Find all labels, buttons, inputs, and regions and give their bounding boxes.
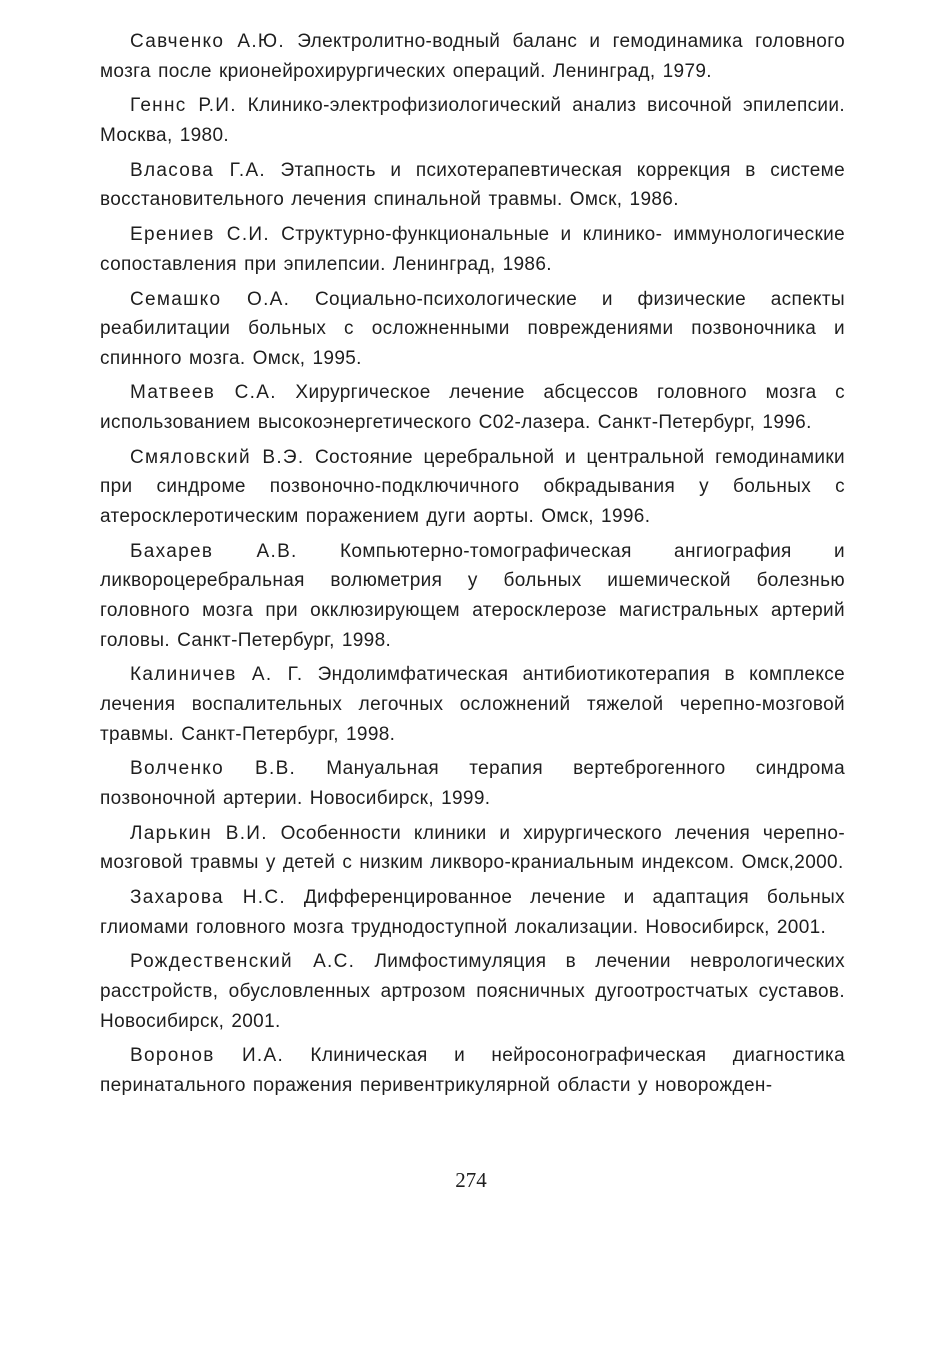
reference-author: Геннс Р.И. [130, 95, 237, 117]
reference-text: Компьютерно-томографическая ангиография и ликвороцеребральная волюметрия у больных ишемической болезнью головного мозга при окклюзирующем атеросклерозе магистральных артерий головы. Санкт-Петербург, 1998. [100, 540, 845, 651]
reference-text: Хирургическое лечение абсцессов головного мозга с использованием высокоэнергетического С02-лазера. Санкт-Петербург, 1996. [100, 382, 845, 434]
reference-author: Власова Г.А. [130, 159, 267, 181]
reference-list [100, 27, 845, 1106]
reference-author: Захарова Н.С. [130, 887, 286, 909]
reference-text: Дифференцированное лечение и адаптация больных глиомами головного мозга труднодоступной локализации. Новосибирск, 2001. [100, 887, 845, 938]
reference-entry [100, 819, 845, 878]
reference-entry [100, 947, 845, 1036]
reference-entry [100, 27, 845, 86]
reference-text: Эндолимфатическая антибиотикотерапия в комплексе лечения воспалительных легочных осложнений тяжелой черепно-мозговой травмы. Санкт-Петербург, 1998. [100, 664, 845, 745]
reference-author: Бахарев А.В. [130, 540, 298, 562]
reference-entry [100, 220, 845, 279]
reference-entry [100, 537, 845, 655]
reference-author: Савченко А.Ю. [130, 31, 286, 52]
reference-text: Этапность и психотерапевтическая коррекция в системе восстановительного лечения спинальной травмы. Омск, 1986. [100, 159, 845, 211]
reference-entry [100, 1041, 845, 1100]
reference-entry [100, 754, 845, 813]
reference-text: Клинико-электрофизиологический анализ височной эпилепсии. Москва, 1980. [100, 95, 845, 146]
reference-text: Лимфостимуляция в лечении неврологических расстройств, обусловленных артрозом поясничных дугоотростчатых суставов. Новосибирск, 2001. [100, 951, 845, 1032]
reference-author: Калиничев А. Г. [130, 664, 304, 686]
reference-entry [100, 660, 845, 749]
page-number: 274 [455, 1168, 487, 1192]
reference-author: Семашко О.А. [130, 288, 291, 310]
reference-entry [100, 156, 845, 215]
reference-author: Воронов И.А. [130, 1045, 285, 1067]
reference-entry [100, 378, 845, 437]
reference-author: Ерениев С.И. [130, 224, 270, 246]
reference-text: Особенности клиники и хирургического лечения черепно-мозговой травмы у детей с низким ликворо-краниальным индексом. Омск,2000. [100, 822, 845, 874]
reference-text: Социально-психологические и физические аспекты реабилитации больных с осложненными повреждениями позвоночника и спинного мозга. Омск, 1995. [100, 288, 845, 369]
reference-text: Структурно-функциональные и клинико- иммунологические сопоставления при эпилепсии. Ленинград, 1986. [100, 224, 845, 275]
reference-text: Состояние церебральной и центральной гемодинамики при синдроме позвоночно-подключичного обкрадывания у больных с атеросклеротическим поражением дуги аорты. Омск, 1996. [100, 446, 845, 528]
reference-entry [100, 285, 845, 374]
reference-author: Рождественский А.С. [130, 951, 356, 973]
reference-entry [100, 443, 845, 532]
reference-entry [100, 91, 845, 150]
reference-text: Клиническая и нейросонографическая диагностика перинатального поражения перивентрикулярной области у новорожден- [100, 1045, 845, 1097]
reference-author: Матвеев С.А. [130, 382, 277, 404]
reference-author: Волченко В.В. [130, 758, 297, 780]
reference-author: Смяловский В.Э. [130, 446, 305, 468]
reference-entry [100, 883, 845, 942]
reference-text: Мануальная терапия вертеброгенного синдрома позвоночной артерии. Новосибирск, 1999. [100, 758, 845, 809]
reference-author: Ларькин В.И. [130, 822, 268, 844]
reference-text: Электролитно-водный баланс и гемодинамика головного мозга после крионейрохирургических операций. Ленинград, 1979. [100, 31, 846, 82]
